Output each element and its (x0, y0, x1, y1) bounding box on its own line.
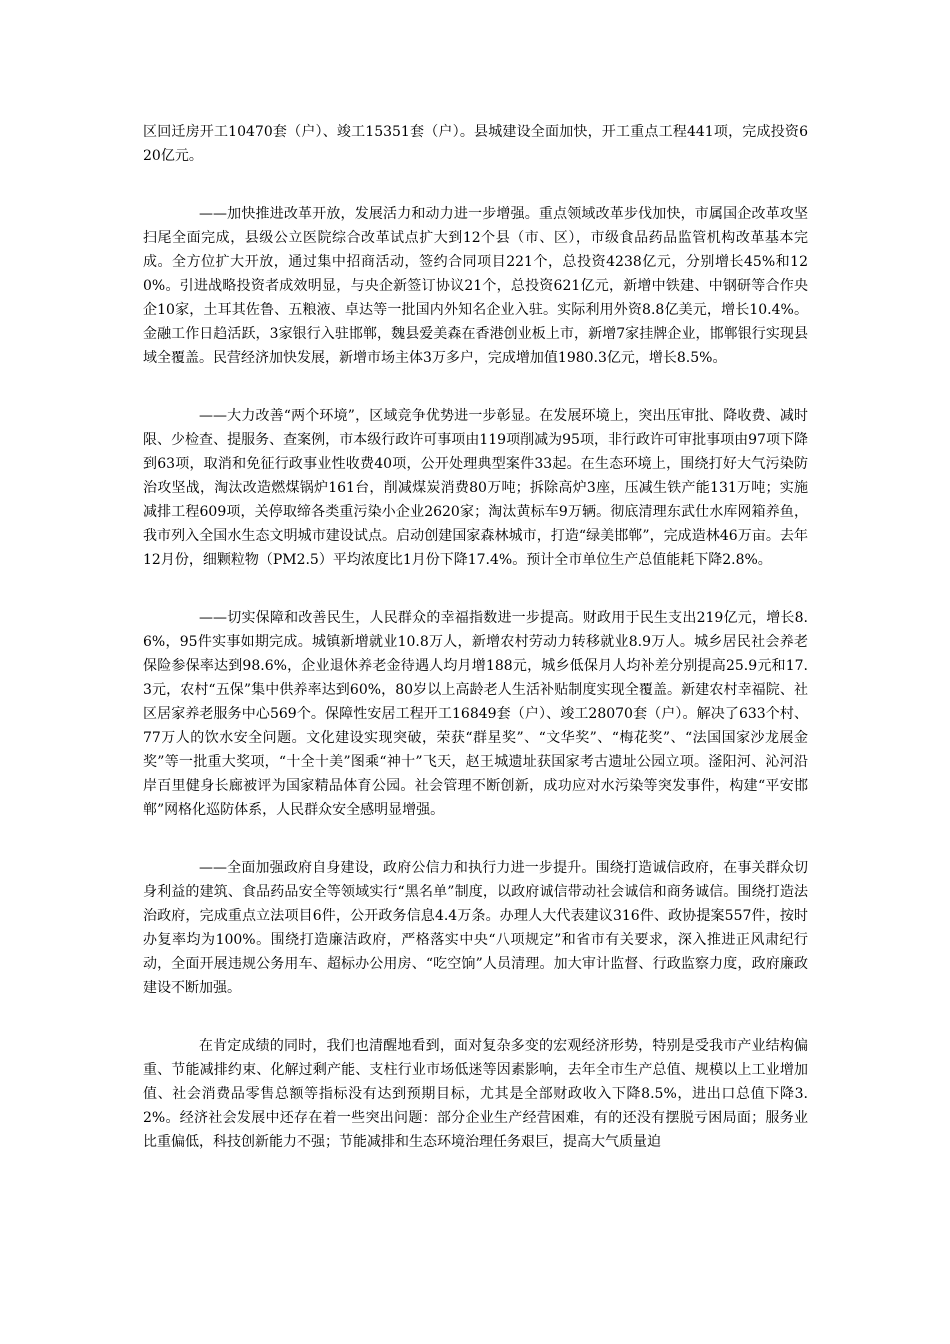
document-page (143, 120, 808, 1154)
paragraph-housing-continuation: 区回迁房开工10470套（户）、竣工15351套（户）。县城建设全面加快，开工重点工程441项，完成投资620亿元。 (143, 124, 808, 164)
paragraph-reform-opening: ——加快推进改革开放，发展活力和动力进一步增强。重点领域改革步伐加快，市属国企改革攻坚扫尾全面完成，县级公立医院综合改革试点扩大到12个县（市、区），市级食品药品监管机构改革基本完成。全方位扩大开放，通过集中招商活动，签约合同项目221个，总投资4238亿元，分别增长45%和120%。引进战略投资者成效明显，与央企新签订协议21个，总投资621亿元，新增中铁建、中钢研等合作央企10家，土耳其佐鲁、五粮液、卓达等一批国内外知名企业入驻。实际利用外资8.8亿美元，增长10.4%。金融工作日趋活跃，3家银行入驻邯郸，魏县爱美森在香港创业板上市，新增7家挂牌企业，邯郸银行实现县域全覆盖。民营经济加快发展，新增市场主体3万多户，完成增加值1980.3亿元，增长8.5%。 (143, 206, 808, 366)
paragraph-problems: 在肯定成绩的同时，我们也清醒地看到，面对复杂多变的宏观经济形势，特别是受我市产业结构偏重、节能减排约束、化解过剩产能、支柱行业市场低迷等因素影响，去年全市生产总值、规模以上工业增加值、社会消费品零售总额等指标没有达到预期目标，尤其是全部财政收入下降8.5%，进出口总值下降3.2%。经济社会发展中还存在着一些突出问题：部分企业生产经营困难，有的还没有摆脱亏困局面；服务业比重偏低，科技创新能力不强；节能减排和生态环境治理任务艰巨，提高大气质量迫 (143, 1038, 808, 1150)
paragraph-two-environments: ——大力改善“两个环境”，区域竞争优势进一步彰显。在发展环境上，突出压审批、降收费、减时限、少检查、提服务、查案例，市本级行政许可事项由119项削减为95项，非行政许可审批事项由97项下降到63项，取消和免征行政事业性收费40项，公开处理典型案件33起。在生态环境上，围绕打好大气污染防治攻坚战，淘汰改造燃煤锅炉161台，削减煤炭消费80万吨；拆除高炉3座，压减生铁产能131万吨；实施减排工程609项，关停取缔各类重污染小企业2620家；淘汰黄标车9万辆。彻底清理东武仕水库网箱养鱼，我市列入全国水生态文明城市建设试点。启动创建国家森林城市，打造“绿美邯郸”，完成造林46万亩。去年12月份，细颗粒物（PM2.5）平均浓度比1月份下降17.4%。预计全市单位生产总值能耗下降2.8%。 (143, 408, 808, 568)
paragraph-government-building: ——全面加强政府自身建设，政府公信力和执行力进一步提升。围绕打造诚信政府，在事关群众切身利益的建筑、食品药品安全等领域实行“黑名单”制度，以政府诚信带动社会诚信和商务诚信。围绕打造法治政府，完成重点立法项目6件，公开政务信息4.4万条。办理人大代表建议316件、政协提案557件，按时办复率均为100%。围绕打造廉洁政府，严格落实中央“八项规定”和省市有关要求，深入推进正风肃纪行动，全面开展违规公务用车、超标办公用房、“吃空饷”人员清理。加大审计监督、行政监察力度，政府廉政建设不断加强。 (143, 860, 808, 996)
paragraph-livelihood: ——切实保障和改善民生，人民群众的幸福指数进一步提高。财政用于民生支出219亿元，增长8.6%，95件实事如期完成。城镇新增就业10.8万人，新增农村劳动力转移就业8.9万人。城乡居民社会养老保险参保率达到98.6%，企业退休养老金待遇人均月增188元，城乡低保月人均补差分别提高25.9元和17.3元，农村“五保”集中供养率达到60%，80岁以上高龄老人生活补贴制度实现全覆盖。新建农村幸福院、社区居家养老服务中心569个。保障性安居工程开工16849套（户）、竣工28070套（户）。解决了633个村、77万人的饮水安全问题。文化建设实现突破，荣获“群星奖”、“文华奖”、“梅花奖”、“法国国家沙龙展金奖”等一批重大奖项，“十全十美”图乘“神十”飞天，赵王城遗址获国家考古遗址公园立项。滏阳河、沁河沿岸百里健身长廊被评为国家精品体育公园。社会管理不断创新，成功应对水污染等突发事件，构建“平安邯郸”网格化巡防体系，人民群众安全感明显增强。 (143, 610, 808, 818)
